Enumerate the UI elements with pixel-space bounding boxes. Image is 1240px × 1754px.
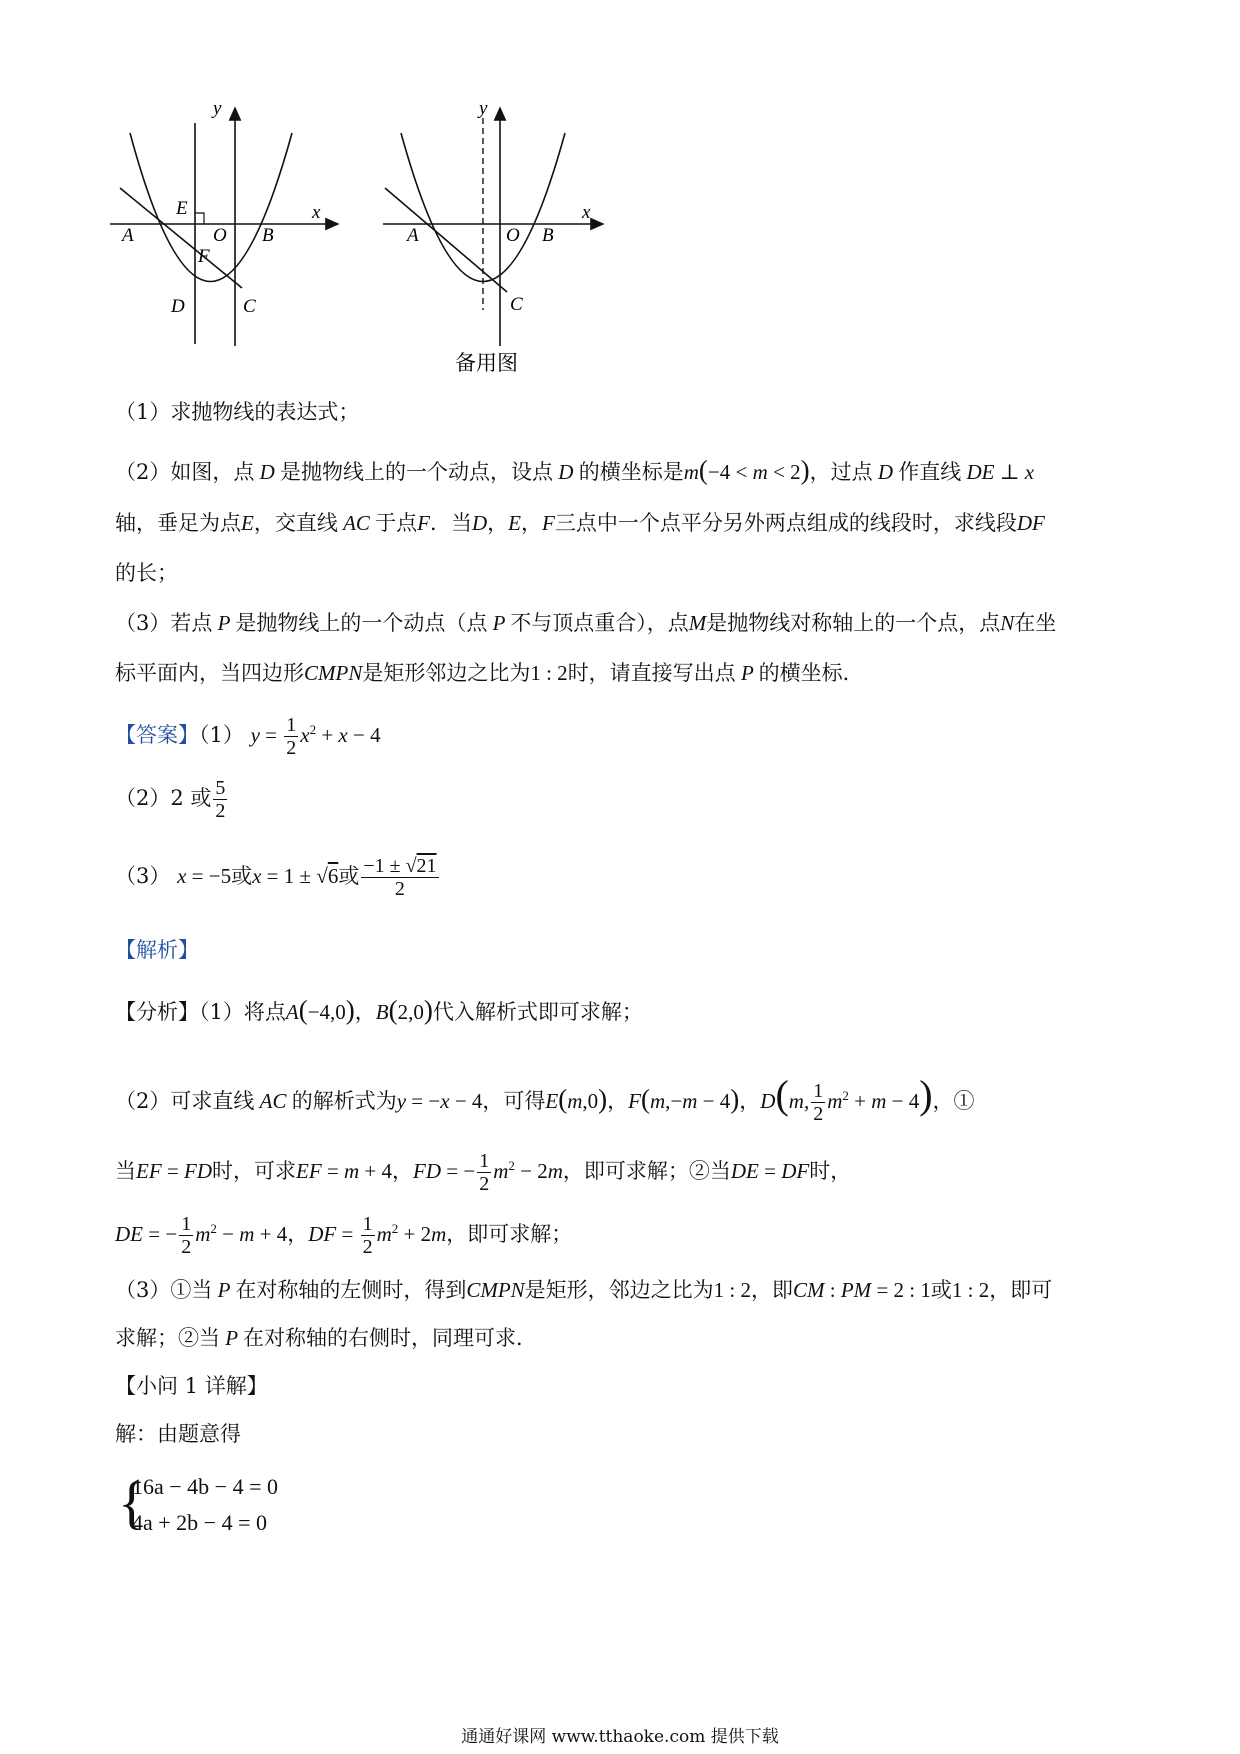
analysis-f5: （3）①当 P 在对称轴的左侧时，得到CMPN是矩形，邻边之比为1 : 2，即CM : PM = 2 : 1或1 : 2，即可	[115, 1278, 1053, 1302]
parabola-curve	[130, 133, 292, 282]
detail-tag: 【小问 1 详解】	[115, 1374, 268, 1398]
question-1: （1）求抛物线的表达式；	[115, 400, 360, 424]
fig2-label-C: C	[510, 294, 523, 315]
equation-1: 16a − 4b − 4 = 0	[132, 1474, 278, 1499]
fig2-label-A: A	[407, 225, 419, 246]
fig2-caption: 备用图	[455, 351, 518, 375]
question-3-line-2: 标平面内，当四边形CMPN是矩形邻边之比为1 : 2时，请直接写出点 P 的横坐标．	[115, 661, 864, 685]
fig2-label-B: B	[542, 225, 554, 246]
question-2-line-2: 轴，垂足为点E，交直线 AC 于点F．当D，E，F三点中一个点平分另外两点组成的线段时，求线段DF	[115, 511, 1045, 535]
answer-tag: 【答案】	[115, 723, 199, 747]
analysis-f6: 求解；②当 P 在对称轴的右侧时，同理可求．	[115, 1326, 537, 1350]
question-2-line-3: 的长；	[115, 561, 178, 585]
analysis-f4: DE = − $\frac{1}{2}$ $m^2 - m + 4$，DF = $\frac{1}{2}$ $m^2 + 2m$，即可求解；	[115, 1213, 573, 1258]
right-angle-mark	[195, 213, 204, 224]
equation-2: 4a + 2b − 4 = 0	[132, 1510, 267, 1535]
fig1-label-O: O	[213, 225, 227, 246]
fig1-label-A: A	[122, 225, 134, 246]
fig1-label-E: E	[176, 198, 188, 219]
answer-2: （2）2 或 $\frac{5}{2}$	[115, 777, 226, 822]
fig2-label-O: O	[506, 225, 520, 246]
fig1-label-B: B	[262, 225, 274, 246]
question-3-line-1: （3）若点 P 是抛物线上的一个动点（点 P 不与顶点重合），点M是抛物线对称轴上的一个点，点N在坐	[115, 611, 1057, 635]
fig1-label-y: y	[213, 100, 222, 119]
analysis-f2: （2）可求直线 AC 的解析式为y = −x − 4，可得E(m,0)，F(m,−m − 4)，D(m, $\frac{1}{2}$ $m^2 + m - 4$)，①	[115, 1072, 975, 1125]
footer-source: 通通好课网 www.tthaoke.com 提供下载	[461, 1727, 779, 1747]
fig1-label-F: F	[198, 246, 210, 267]
fig1-label-x: x	[312, 202, 321, 223]
answer-3: （3） x = −5或x = 1 ± √6或 $\frac{-1 \pm √21}{2}$	[115, 855, 437, 900]
analysis-tag: 【解析】	[115, 938, 199, 962]
fig1-label-D: D	[171, 296, 185, 317]
figure-parabola-main	[110, 100, 350, 355]
fig2-label-x: x	[582, 202, 591, 223]
figure-parabola-spare	[375, 100, 615, 380]
question-2-line-1: （2）如图，点 D 是抛物线上的一个动点，设点 D 的横坐标是m(−4 < m < 2)，过点 D 作直线 DE ⊥ x	[115, 455, 1035, 485]
answer-1: 【答案】（1） y = $\frac{1}{2}$ $x^2 + x - 4$	[115, 714, 381, 759]
analysis-f1: 【分析】（1）将点A(−4,0)，B(2,0)代入解析式即可求解；	[115, 995, 643, 1025]
fig2-label-y: y	[479, 100, 488, 119]
fig1-label-C: C	[243, 296, 256, 317]
detail-jie: 解：由题意得	[115, 1422, 241, 1446]
analysis-f3: 当EF = FD时，可求EF = m + 4，FD = − $\frac{1}{2}$ $m^2 - 2m$，即可求解；②当DE = DF时，	[115, 1150, 852, 1195]
line-ac	[385, 188, 507, 292]
